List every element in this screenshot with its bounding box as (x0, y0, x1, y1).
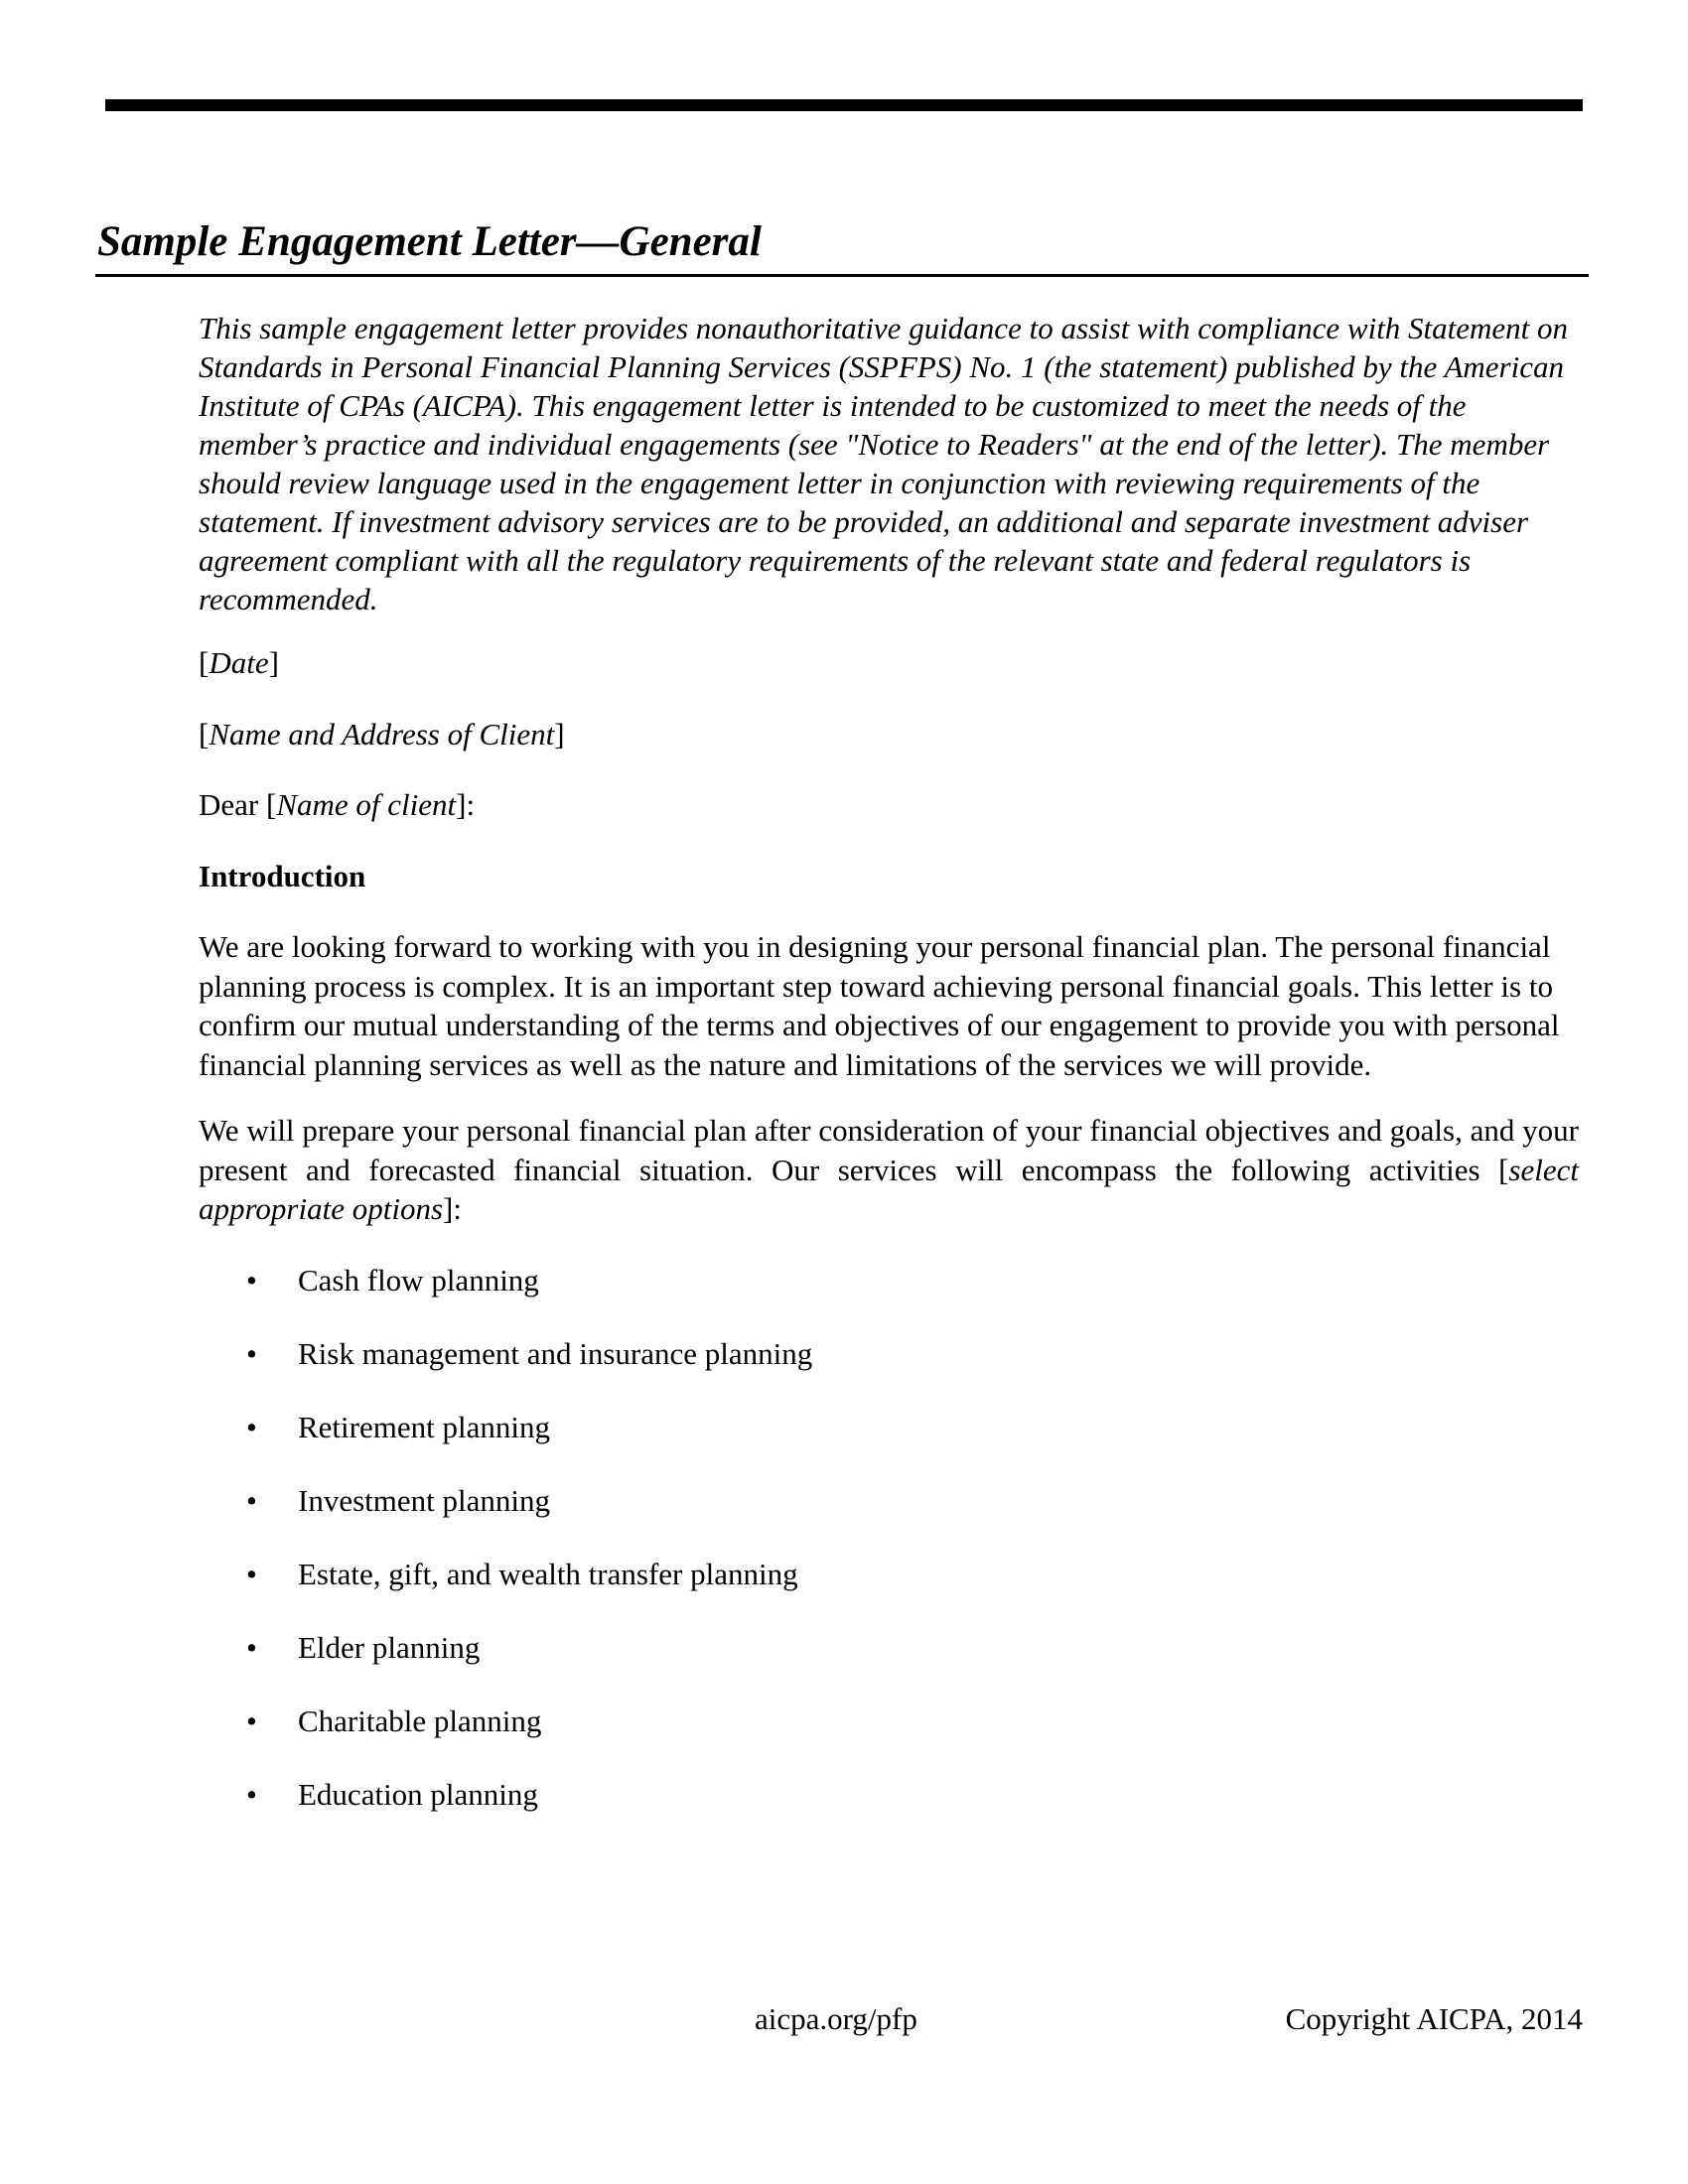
list-item (199, 1334, 1579, 1374)
header-rule (105, 99, 1583, 111)
client-address-line: [Name and Address of Client] (199, 716, 565, 751)
service-label: Risk management and insurance planning (298, 1335, 813, 1371)
service-label: Elder planning (298, 1629, 481, 1665)
salutation-suffix: : (466, 787, 476, 822)
service-label: Estate, gift, and wealth transfer planning (298, 1556, 798, 1591)
list-item (199, 1775, 1579, 1815)
client-address-placeholder: Name and Address of Client (209, 716, 555, 751)
footer-url: aicpa.org/pfp (755, 2001, 917, 2036)
bullet-icon: • (246, 1629, 257, 1665)
list-item (199, 1702, 1579, 1741)
footer-copyright: Copyright AICPA, 2014 (1285, 2001, 1583, 2036)
salutation-prefix: Dear (199, 787, 266, 822)
date-placeholder: Date (209, 645, 269, 680)
date-placeholder-line: [Date] (199, 645, 279, 680)
bullet-icon: • (246, 1262, 257, 1297)
service-label: Education planning (298, 1776, 538, 1812)
document-title: Sample Engagement Letter—General (97, 218, 762, 265)
bullet-icon: • (246, 1703, 257, 1738)
services-intro-suffix: : (453, 1191, 462, 1226)
bullet-icon: • (246, 1776, 257, 1812)
section-heading-introduction: Introduction (199, 858, 366, 893)
service-label: Charitable planning (298, 1703, 542, 1738)
bullet-icon: • (246, 1335, 257, 1371)
title-underline (95, 274, 1589, 277)
list-item (199, 1261, 1579, 1300)
list-item (199, 1628, 1579, 1668)
bullet-icon: • (246, 1409, 257, 1444)
guidance-note: This sample engagement letter provides nonauthoritative guidance to assist with compliance with Statement on Standards in Personal Financial Planning Services (SSPFPS) No. 1 (the statement) published by the American Institute of CPAs (AICPA). This engagement letter is intended to be customized to meet the needs of the member’s practice and individual engagements (see "Notice to Readers" at the end of the letter). The member should review language used in the engagement letter in conjunction with reviewing requirements of the statement. If investment advisory services are to be provided, an additional and separate investment adviser agreement compliant with all the regulatory requirements of the relevant state and federal regulators is recommended. (199, 311, 1569, 616)
bullet-icon: • (246, 1482, 257, 1518)
bullet-icon: • (246, 1556, 257, 1591)
client-name-placeholder: Name of client (276, 787, 457, 822)
letter-body (199, 309, 1579, 1848)
list-item (199, 1408, 1579, 1447)
services-list (199, 1261, 1579, 1815)
services-intro-paragraph: We will prepare your personal financial plan after consideration of your financial objectives and goals, and your present and forecasted financial situation. Our services will encompass the following activities [select appropriate options]: (199, 1113, 1579, 1226)
list-item (199, 1481, 1579, 1521)
service-label: Retirement planning (298, 1409, 550, 1444)
options-placeholder: select appropriate options (199, 1152, 1579, 1226)
salutation: Dear [Name of client]: (199, 787, 476, 822)
service-label: Investment planning (298, 1482, 550, 1518)
services-intro-text: We will prepare your personal financial plan after consideration of your financial objectives and goals, and your present and forecasted financial situation. Our services will encompass the following activities (199, 1113, 1579, 1187)
list-item (199, 1555, 1579, 1594)
service-label: Cash flow planning (298, 1262, 539, 1297)
intro-paragraph: We are looking forward to working with you in designing your personal financial plan. The personal financial planning process is complex. It is an important step toward achieving personal financial goals. This letter is to confirm our mutual understanding of the terms and objectives of our engagement to provide you with personal financial planning services as well as the nature and limitations of the services we will provide. (199, 929, 1560, 1082)
